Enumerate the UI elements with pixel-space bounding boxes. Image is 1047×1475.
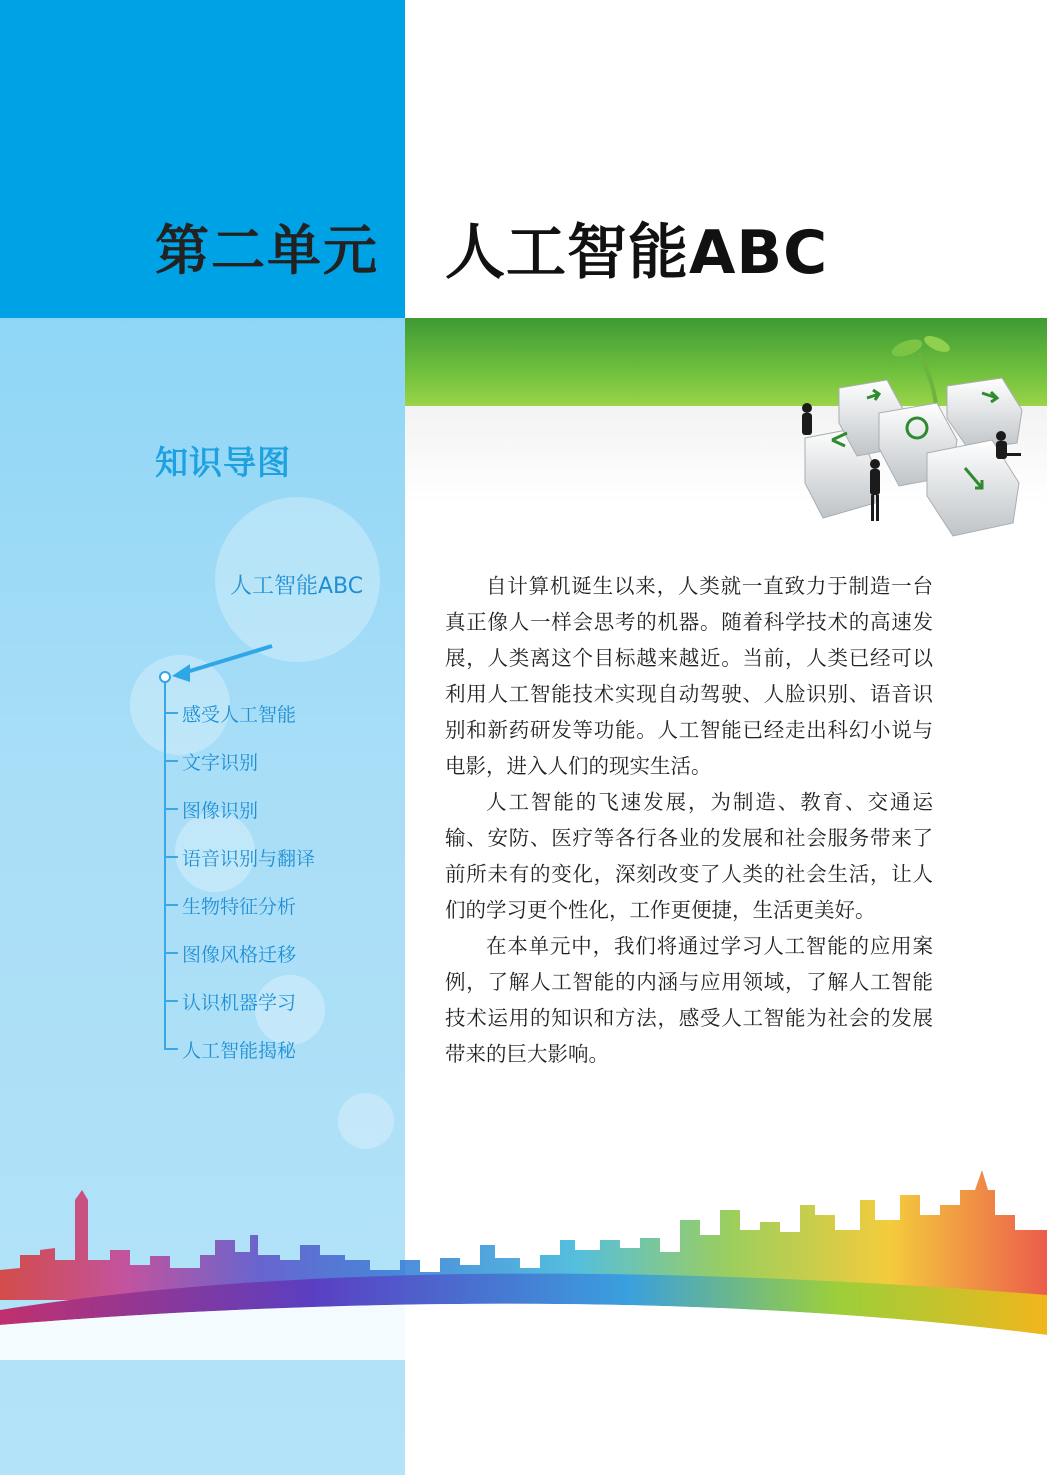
unit-title: 人工智能ABC xyxy=(445,218,829,288)
map-item-machine-learning: 认识机器学习 xyxy=(164,988,296,1015)
map-item-style-transfer: 图像风格迁移 xyxy=(164,940,296,967)
map-item-ai-revealed: 人工智能揭秘 xyxy=(164,1036,296,1063)
map-item-biometrics: 生物特征分析 xyxy=(164,892,296,919)
map-item-text-recognition: 文字识别 xyxy=(164,748,258,775)
intro-paragraph-1: 自计算机诞生以来，人类就一直致力于制造一台真正像人一样会思考的机器。随着科学技术的高速发展，人类离这个目标越来越近。当前，人类已经可以利用人工智能技术实现自动驾驶、人脸识别、语音识别和新药研发等功能。人工智能已经走出科幻小说与电影，进入人们的现实生活。 xyxy=(445,574,933,778)
decor-bubble xyxy=(338,1093,394,1149)
knowledge-map-root: 人工智能ABC xyxy=(230,574,364,599)
intro-paragraph-2: 人工智能的飞速发展，为制造、教育、交通运输、安防、医疗等各行各业的发展和社会服务带来了前所未有的变化，深刻改变了人类的社会生活，让人们的学习更个性化，工作更便捷，生活更美好。 xyxy=(445,790,933,922)
keyboard-keys-image xyxy=(787,318,1047,546)
intro-text xyxy=(445,568,933,1072)
intro-paragraph-3: 在本单元中，我们将通过学习人工智能的应用案例，了解人工智能的内涵与应用领域，了解人工智能技术运用的知识和方法，感受人工智能为社会的发展带来的巨大影响。 xyxy=(445,934,933,1066)
map-item-perceive-ai: 感受人工智能 xyxy=(164,700,296,727)
city-skyline-image xyxy=(0,1160,1047,1360)
unit-number: 第二单元 xyxy=(155,219,379,282)
arrow-icon xyxy=(150,640,280,690)
map-item-speech-translation: 语音识别与翻译 xyxy=(164,844,315,871)
knowledge-map-heading: 知识导图 xyxy=(155,443,291,482)
map-item-image-recognition: 图像识别 xyxy=(164,796,258,823)
banner-illustration xyxy=(405,318,1047,546)
